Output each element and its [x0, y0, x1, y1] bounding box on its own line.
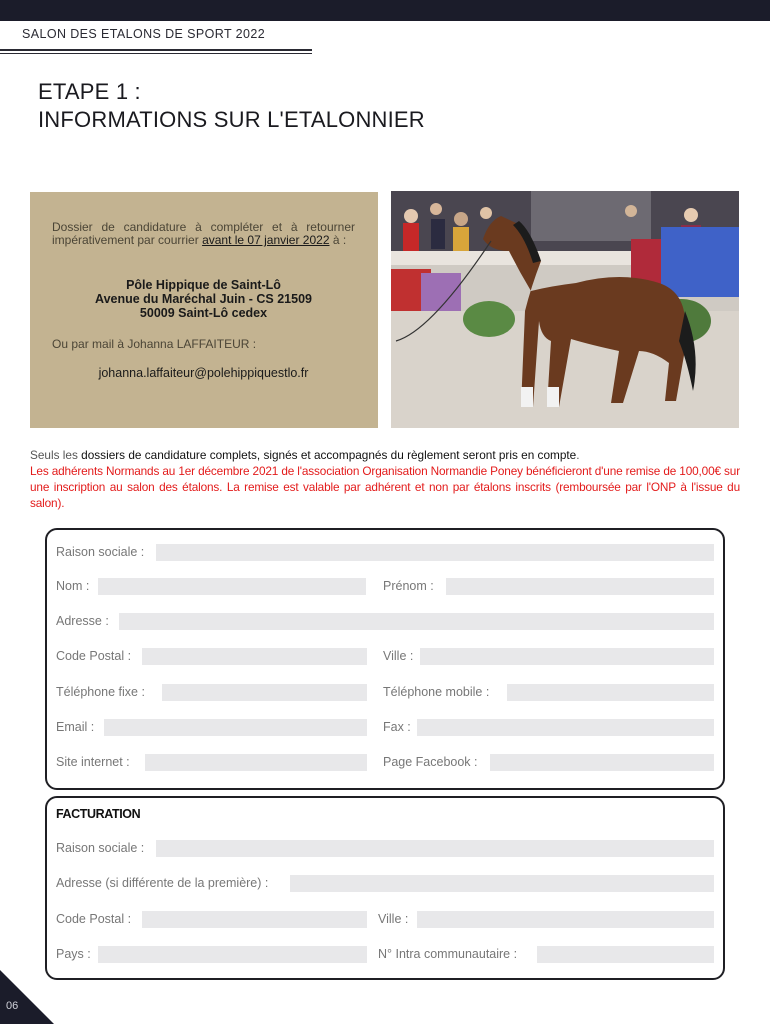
fact-code-postal-label: Code Postal : [56, 912, 132, 926]
fact-raison-label: Raison sociale : [56, 841, 145, 855]
tel-mobile-label: Téléphone mobile : [383, 685, 490, 699]
fact-tva-input[interactable] [537, 946, 714, 963]
page-title [38, 78, 425, 134]
raison-sociale-label: Raison sociale : [56, 545, 145, 559]
page-number: 06 [6, 1000, 19, 1012]
fax-input[interactable] [417, 719, 714, 736]
note-suffix: . [576, 448, 580, 462]
site-label: Site internet : [56, 755, 130, 769]
adresse-input[interactable] [119, 613, 714, 630]
deadline-text: avant le 07 janvier 2022 [202, 233, 330, 247]
fact-adresse-input[interactable] [290, 875, 714, 892]
fact-ville-input[interactable] [417, 911, 714, 928]
fact-ville-label: Ville : [378, 912, 409, 926]
fact-raison-input[interactable] [156, 840, 714, 857]
ville-label: Ville : [383, 649, 414, 663]
page-title-line1: ETAPE 1 : [38, 79, 141, 104]
page-title-line2: INFORMATIONS SUR L'ETALONNIER [38, 107, 425, 132]
eligibility-note [30, 447, 740, 511]
facebook-label: Page Facebook : [383, 755, 478, 769]
fact-adresse-label: Adresse (si différente de la première) : [56, 876, 269, 890]
nom-input[interactable] [98, 578, 366, 595]
tel-fixe-label: Téléphone fixe : [56, 685, 145, 699]
prenom-input[interactable] [446, 578, 714, 595]
header-rule [0, 49, 312, 51]
email-label: Email : [56, 720, 95, 734]
intro-text [52, 221, 355, 247]
horse-photo-illustration [391, 191, 739, 428]
top-bar [0, 0, 770, 21]
code-postal-input[interactable] [142, 648, 367, 665]
header-rule-thin [0, 53, 312, 54]
horse-photo [391, 191, 739, 428]
site-input[interactable] [145, 754, 367, 771]
facebook-input[interactable] [490, 754, 714, 771]
note-prefix: Seuls les [30, 448, 82, 462]
adresse-label: Adresse : [56, 614, 109, 628]
contact-email-link[interactable]: johanna.laffaiteur@polehippiquestlo.fr [98, 366, 309, 380]
discount-notice: Les adhérents Normands au 1er décembre 2021 de l'association Organisation Normandie Poney bénéficieront d'une remise de 100,00€ sur une inscription au salon des étalons. La remise est valable par adhérent et non par étalons inscrits (remboursée par l'ONP à l'issue du salon). [30, 464, 740, 510]
note-emphasis: dossiers de candidature complets, signés et accompagnés du règlement seront pris en compte [81, 448, 577, 462]
intro-text-main: Dossier de candidature à compléter et à retourner impérativement par courrier [52, 220, 355, 247]
address-line1: Pôle Hippique de Saint-Lô [126, 278, 281, 292]
header-title: SALON DES ETALONS DE SPORT 2022 [22, 27, 266, 41]
address-line3: 50009 Saint-Lô cedex [139, 306, 268, 320]
fact-code-postal-input[interactable] [142, 911, 367, 928]
code-postal-label: Code Postal : [56, 649, 132, 663]
prenom-label: Prénom : [383, 579, 434, 593]
tel-fixe-input[interactable] [162, 684, 367, 701]
intro-suffix: à : [329, 233, 347, 247]
email-input[interactable] [104, 719, 367, 736]
fact-tva-label: N° Intra communautaire : [378, 947, 518, 961]
info-box [30, 192, 378, 428]
raison-sociale-input[interactable] [156, 544, 714, 561]
nom-label: Nom : [56, 579, 90, 593]
fax-label: Fax : [383, 720, 411, 734]
fact-pays-label: Pays : [56, 947, 91, 961]
billing-title: FACTURATION [56, 807, 141, 821]
fact-pays-input[interactable] [98, 946, 367, 963]
mail-label: Ou par mail à Johanna LAFFAITEUR : [52, 337, 257, 351]
tel-mobile-input[interactable] [507, 684, 714, 701]
address-line2: Avenue du Maréchal Juin - CS 21509 [95, 292, 312, 306]
ville-input[interactable] [420, 648, 714, 665]
page-corner [0, 970, 54, 1024]
postal-address [52, 278, 355, 320]
